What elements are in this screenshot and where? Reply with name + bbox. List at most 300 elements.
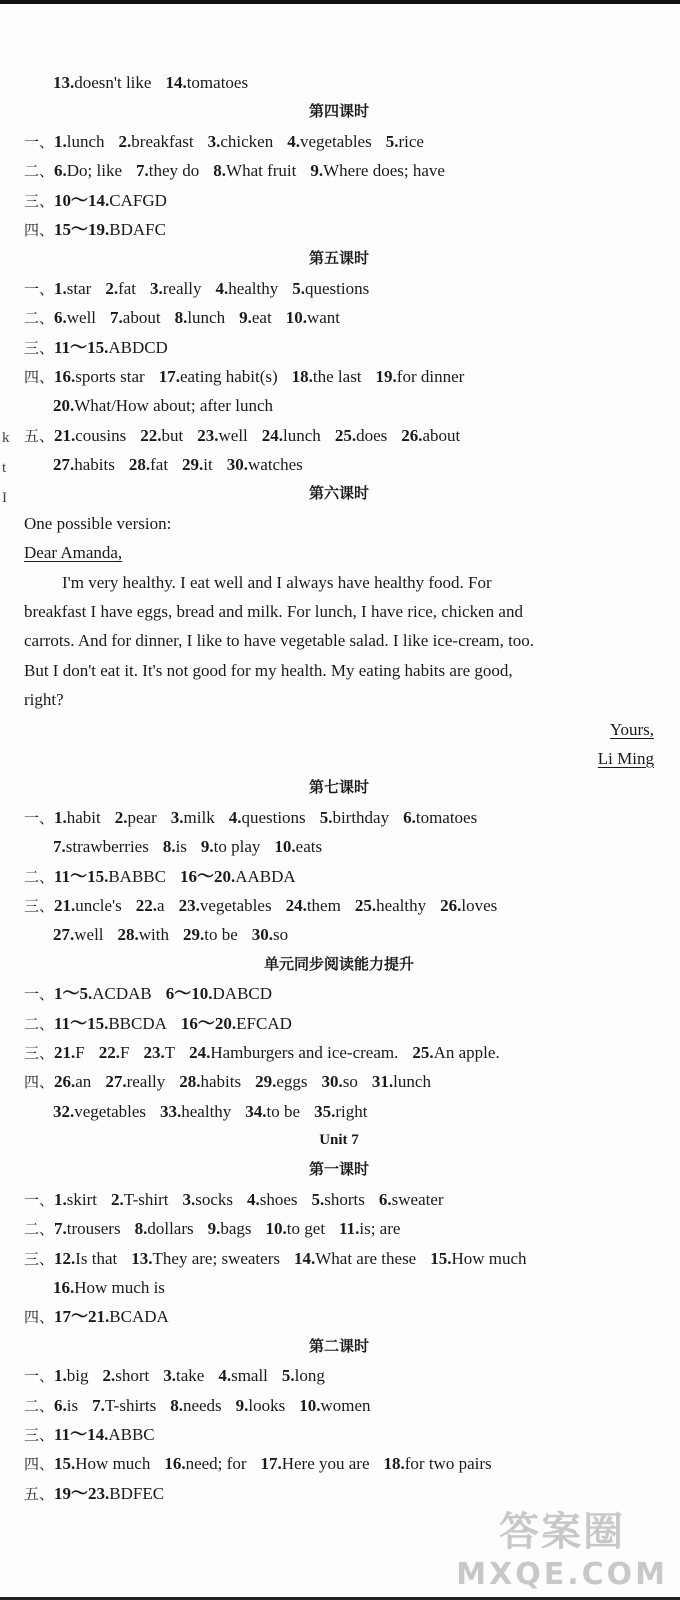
item-number: 17～21. [54, 1307, 110, 1327]
item-number: 14. [293, 1248, 316, 1268]
item-number: 12. [54, 1248, 76, 1268]
answer-item [53, 925, 104, 944]
answer-item [208, 132, 274, 151]
answer-line [24, 891, 654, 920]
item-answer: vegetables [299, 131, 372, 151]
answer-item [179, 896, 272, 915]
answer-item [229, 808, 306, 827]
item-number: 11～14. [54, 1424, 109, 1444]
item-number: 10. [274, 837, 296, 857]
item-number: 11～15. [54, 1013, 109, 1033]
item-answer: trousers [66, 1219, 121, 1239]
item-answer: healthy [376, 895, 427, 915]
item-answer: sports star [75, 366, 145, 386]
answer-line [24, 1391, 654, 1420]
essay-text: right? [24, 690, 64, 710]
answer-item [110, 308, 161, 327]
item-answer: habits [200, 1072, 242, 1092]
answer-item [164, 1454, 246, 1473]
item-number: 1. [54, 131, 67, 151]
item-answer: eats [295, 837, 323, 857]
part-marker: 三、 [24, 896, 55, 915]
part-marker: 三、 [24, 1249, 55, 1268]
item-answer: An apple. [433, 1042, 500, 1062]
answer-item [294, 1249, 416, 1268]
item-answer: to play [213, 837, 261, 857]
item-number: 16～20. [180, 1013, 237, 1033]
answer-item [150, 279, 201, 298]
item-number: 6. [378, 1189, 392, 1209]
answer-item [201, 837, 261, 856]
part-marker: 四、 [24, 367, 55, 386]
item-number: 21. [54, 425, 76, 445]
answer-item [129, 455, 168, 474]
answer-item [171, 808, 215, 827]
margin-fragment: k [2, 430, 10, 446]
answer-item [118, 925, 169, 944]
item-number: 5. [319, 807, 333, 827]
item-answer: questions [305, 278, 370, 298]
item-answer: needs [182, 1395, 222, 1415]
answer-line [24, 333, 654, 362]
essay-text: Li Ming [597, 748, 654, 768]
item-answer: the last [312, 366, 362, 386]
item-number: 5. [281, 1366, 295, 1386]
item-answer: is [66, 1395, 79, 1415]
answer-line [24, 156, 654, 185]
section-heading: 第六课时 [308, 484, 369, 503]
item-answer: tomatoes [415, 807, 478, 827]
part-marker: 二、 [24, 1396, 55, 1415]
item-number: 8. [213, 161, 227, 181]
item-number: 9. [207, 1219, 221, 1239]
answer-line [24, 1361, 654, 1390]
item-answer: shorts [324, 1189, 365, 1209]
item-number: 3. [182, 1189, 196, 1209]
part-marker: 一、 [24, 808, 55, 827]
answer-item [136, 161, 199, 180]
item-number: 25. [412, 1042, 434, 1062]
item-number: 35. [314, 1101, 336, 1121]
item-number: 18. [383, 1454, 405, 1474]
item-answer: to be [204, 925, 238, 945]
answer-item [54, 1366, 88, 1385]
answer-item [260, 1454, 369, 1473]
item-answer: BBCDA [108, 1013, 167, 1033]
answer-item [189, 1043, 398, 1062]
answer-item [99, 1043, 130, 1062]
answer-item [282, 1366, 325, 1385]
answer-item [292, 367, 362, 386]
answer-item [183, 925, 238, 944]
item-answer: F [75, 1042, 85, 1062]
answer-item [165, 73, 248, 92]
item-answer: them [306, 895, 341, 915]
item-number: 6. [54, 1395, 67, 1415]
answer-item [379, 1190, 444, 1209]
item-answer: an [75, 1072, 92, 1092]
answer-item [53, 1102, 146, 1121]
answer-item [54, 308, 96, 327]
answer-item [143, 1043, 175, 1062]
answer-item [322, 1072, 358, 1091]
part-marker: 四、 [24, 1455, 55, 1474]
answer-item [339, 1219, 400, 1238]
answer-item [54, 808, 101, 827]
answer-item [262, 426, 321, 445]
item-number: 24. [285, 895, 307, 915]
item-answer: How much [75, 1454, 151, 1474]
item-number: 15～19. [54, 219, 110, 239]
item-answer: BDAFC [109, 219, 166, 239]
answer-item [401, 426, 460, 445]
item-answer: Here you are [281, 1454, 370, 1474]
item-answer: small [231, 1366, 268, 1386]
item-number: 28. [179, 1072, 201, 1092]
item-number: 8. [134, 1219, 148, 1239]
answer-item [213, 161, 296, 180]
answer-item [54, 1454, 150, 1473]
item-number: 4. [228, 807, 242, 827]
item-answer: they do [148, 161, 200, 181]
answer-item [292, 279, 369, 298]
item-number: 3. [150, 278, 163, 298]
item-number: 9. [239, 308, 252, 328]
item-number: 23. [143, 1042, 165, 1062]
item-number: 2. [105, 278, 119, 298]
item-answer: dollars [147, 1219, 194, 1239]
item-number: 9. [235, 1395, 249, 1415]
answer-item [115, 808, 157, 827]
item-number: 34. [245, 1101, 267, 1121]
part-marker: 一、 [24, 1367, 55, 1386]
item-number: 17. [158, 366, 180, 386]
item-number: 30. [321, 1072, 343, 1092]
part-marker: 五、 [24, 1484, 55, 1503]
item-number: 24. [189, 1042, 211, 1062]
answer-item [287, 132, 372, 151]
item-number: 16. [164, 1454, 186, 1474]
item-number: 1. [54, 278, 67, 298]
answer-item [54, 338, 168, 357]
item-number: 2. [111, 1189, 124, 1209]
item-number: 10～14. [54, 190, 110, 210]
item-number: 26. [54, 1072, 76, 1092]
item-number: 1. [54, 807, 67, 827]
item-number: 11. [339, 1219, 360, 1239]
item-answer: eating habit(s) [179, 366, 278, 386]
item-answer: is [175, 837, 187, 857]
answer-item [140, 426, 183, 445]
item-answer: doesn't like [74, 73, 152, 92]
answer-item [54, 279, 91, 298]
answer-item [320, 808, 389, 827]
item-answer: healthy [228, 278, 279, 298]
item-number: 5. [292, 278, 305, 298]
item-number: 33. [160, 1101, 182, 1121]
answer-item [245, 1102, 300, 1121]
part-marker: 一、 [24, 132, 55, 151]
answer-item [182, 1190, 233, 1209]
answer-item [163, 1366, 204, 1385]
item-answer: What fruit [226, 161, 297, 181]
item-number: 22. [98, 1042, 120, 1062]
answer-item [299, 1396, 370, 1415]
essay-line [24, 568, 654, 597]
item-number: 3. [170, 807, 184, 827]
item-number: 11～15. [54, 337, 109, 357]
part-marker: 四、 [24, 1308, 55, 1327]
answer-item [180, 867, 296, 886]
item-number: 24. [261, 425, 284, 445]
item-answer: so [273, 925, 289, 945]
answer-item [218, 1366, 268, 1385]
item-number: 22. [140, 425, 162, 445]
item-answer: Hamburgers and ice-cream. [210, 1042, 399, 1062]
answer-item [266, 1219, 326, 1238]
answer-item [54, 867, 166, 886]
item-answer: CAFGD [109, 190, 167, 210]
answer-item [274, 837, 322, 856]
essay-line [24, 538, 654, 567]
answer-item [286, 896, 341, 915]
answer-line [24, 1185, 654, 1214]
section-heading: 第七课时 [308, 778, 369, 797]
item-answer: Do; like [66, 161, 123, 181]
item-answer: They are; sweaters [152, 1248, 280, 1268]
item-number: 30. [251, 925, 274, 945]
item-number: 7. [110, 308, 123, 328]
item-answer: lunch [283, 425, 321, 445]
item-number: 23. [197, 425, 219, 445]
item-number: 28. [117, 925, 139, 945]
item-answer: What are these [315, 1248, 417, 1268]
part-marker: 一、 [24, 279, 55, 298]
answer-item [54, 984, 152, 1003]
item-number: 9. [200, 837, 214, 857]
answer-item [54, 220, 166, 239]
answer-item [103, 1366, 150, 1385]
item-number: 9. [310, 161, 324, 181]
item-answer: cousins [75, 425, 127, 445]
essay-line [24, 685, 654, 714]
answer-item [312, 1190, 365, 1209]
item-answer: need; for [185, 1454, 247, 1474]
answer-item [53, 455, 115, 474]
answer-item [179, 1072, 241, 1091]
answer-item [182, 455, 213, 474]
answer-item [111, 1190, 168, 1209]
answer-item [54, 1396, 78, 1415]
answer-item [181, 1014, 292, 1033]
item-number: 22. [135, 895, 158, 915]
item-number: 6. [54, 161, 67, 181]
answer-item [252, 925, 288, 944]
answer-line [24, 1067, 654, 1096]
item-number: 5. [311, 1189, 325, 1209]
item-number: 20. [53, 396, 75, 416]
item-answer: lunch [66, 131, 105, 151]
item-answer: habit [66, 807, 101, 827]
item-answer: well [74, 925, 104, 945]
answer-line [24, 1009, 654, 1038]
item-answer: short [115, 1366, 150, 1386]
item-answer: T-shirts [104, 1395, 157, 1415]
item-answer: F [119, 1042, 130, 1062]
item-answer: vegetables [74, 1101, 146, 1121]
item-number: 8. [174, 308, 188, 328]
answer-item [355, 896, 426, 915]
item-answer: star [66, 278, 92, 298]
item-answer: How much [451, 1248, 527, 1268]
answer-item [170, 1396, 221, 1415]
part-marker: 四、 [24, 220, 55, 239]
answer-item [54, 1190, 97, 1209]
item-number: 10. [285, 308, 307, 328]
item-number: 7. [54, 1219, 67, 1239]
item-number: 16～20. [179, 866, 236, 886]
item-answer: really [126, 1072, 166, 1092]
answer-item [386, 132, 424, 151]
answer-item [136, 896, 165, 915]
answer-item [119, 132, 194, 151]
essay-line [24, 656, 654, 685]
section-heading: 单元同步阅读能力提升 [263, 954, 414, 973]
item-answer: well [66, 308, 97, 328]
item-answer: birthday [332, 807, 390, 827]
answer-item [236, 1396, 286, 1415]
essay-text: But I don't eat it. It's not good for my health. My eating habits are good, [24, 660, 513, 680]
item-answer: AABDA [235, 866, 296, 886]
item-number: 18. [291, 366, 313, 386]
item-answer: really [162, 278, 202, 298]
answer-item [92, 1396, 156, 1415]
item-answer: fat [150, 455, 169, 475]
essay-text: One possible version: [24, 513, 172, 533]
answer-item [131, 1249, 280, 1268]
item-number: 15. [54, 1454, 76, 1474]
item-answer: it [203, 455, 213, 475]
answer-line [24, 186, 654, 215]
item-number: 29. [183, 925, 205, 945]
item-answer: is; are [359, 1219, 401, 1239]
item-number: 17. [260, 1454, 282, 1474]
item-answer: women [320, 1395, 371, 1415]
item-number: 6. [54, 308, 67, 328]
item-number: 7. [53, 837, 66, 857]
item-answer: about [122, 308, 161, 328]
answer-line [24, 68, 654, 97]
item-number: 4. [215, 278, 229, 298]
item-answer: BCADA [109, 1307, 169, 1327]
answer-item [384, 1454, 492, 1473]
answer-item [314, 1102, 367, 1121]
answer-line [24, 832, 654, 861]
item-answer: lunch [187, 308, 226, 328]
item-number: 29. [182, 455, 204, 475]
item-answer: want [306, 308, 340, 328]
item-number: 31. [371, 1072, 394, 1092]
essay-line [24, 509, 654, 538]
item-number: 8. [162, 837, 176, 857]
item-answer: How much is [74, 1278, 165, 1298]
item-answer: ABDCD [108, 337, 168, 357]
item-answer: tomatoes [186, 73, 249, 92]
item-number: 11～15. [54, 866, 109, 886]
item-answer: ACDAB [92, 984, 152, 1004]
answer-line [24, 1214, 654, 1243]
item-number: 30. [226, 455, 248, 475]
part-marker: 二、 [24, 867, 55, 886]
item-answer: long [294, 1366, 325, 1386]
answer-line [24, 1244, 654, 1273]
answer-item [215, 279, 278, 298]
answer-item [54, 1014, 167, 1033]
item-number: 6. [403, 807, 416, 827]
answer-item [105, 1072, 165, 1091]
item-answer: Where does; have [323, 161, 445, 181]
item-answer: shoes [259, 1189, 298, 1209]
section-heading: 第五课时 [308, 249, 369, 268]
answer-item [54, 1072, 91, 1091]
watermark-url: MXQE.COM [456, 1557, 668, 1592]
item-answer: BABBC [108, 866, 166, 886]
item-answer: take [176, 1366, 205, 1386]
item-answer: for dinner [396, 366, 465, 386]
item-number: 7. [136, 161, 149, 181]
item-answer: strawberries [65, 837, 149, 857]
item-answer: DABCD [212, 984, 273, 1004]
answer-item [53, 73, 151, 92]
item-answer: T [164, 1042, 176, 1062]
item-number: 1～5. [54, 984, 93, 1004]
part-marker: 二、 [24, 1014, 55, 1033]
answer-item [135, 1219, 194, 1238]
answer-item [54, 426, 126, 445]
answer-line [24, 862, 654, 891]
item-number: 4. [247, 1189, 260, 1209]
answer-item [239, 308, 272, 327]
item-number: 2. [114, 807, 128, 827]
item-answer: chicken [220, 131, 274, 151]
item-number: 3. [207, 131, 221, 151]
item-answer: eat [251, 308, 272, 328]
essay-line [24, 626, 654, 655]
part-marker: 三、 [24, 191, 55, 210]
margin-fragment: t [2, 460, 7, 476]
answer-item [255, 1072, 307, 1091]
item-answer: a [157, 895, 165, 915]
part-marker: 二、 [24, 1220, 55, 1239]
part-marker: 四、 [24, 1073, 55, 1092]
item-number: 13. [53, 73, 75, 92]
item-number: 7. [92, 1395, 105, 1415]
part-marker: 五、 [24, 426, 55, 445]
item-number: 27. [105, 1072, 127, 1092]
watermark [456, 1500, 668, 1592]
answer-line [24, 1302, 654, 1331]
watermark-logo: 答案圈 [499, 1509, 626, 1555]
answer-line [24, 450, 654, 479]
answer-line [24, 1097, 654, 1126]
item-number: 8. [170, 1395, 183, 1415]
part-marker: 三、 [24, 338, 55, 357]
item-number: 29. [255, 1072, 277, 1092]
item-number: 6～10. [165, 984, 213, 1004]
item-answer: BDFEC [109, 1483, 165, 1503]
item-answer: eggs [276, 1072, 308, 1092]
answer-line [24, 1038, 654, 1067]
